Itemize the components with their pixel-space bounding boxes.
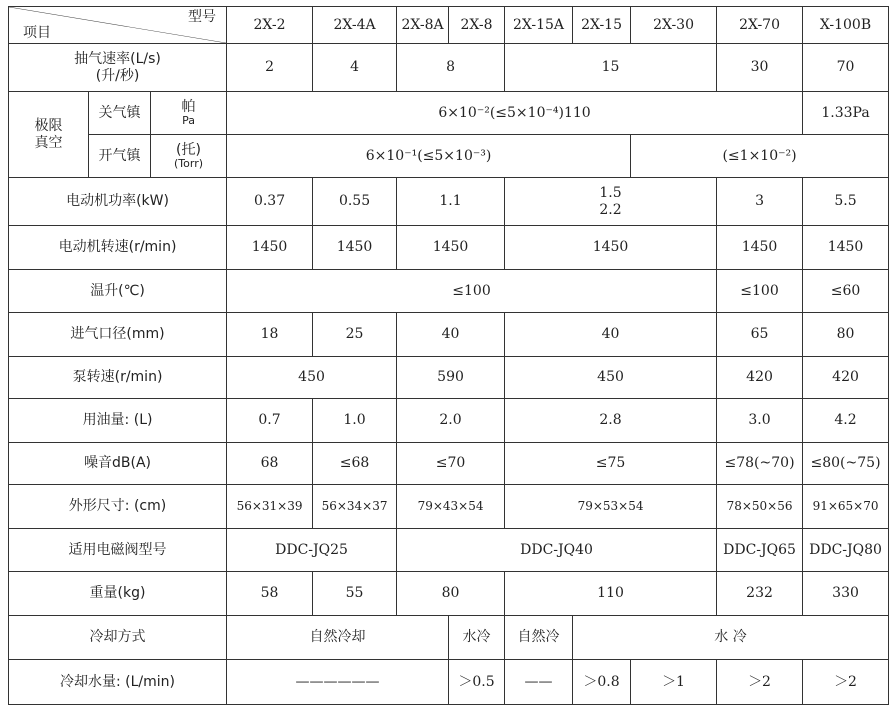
- inlet-value: 40: [505, 313, 717, 357]
- inlet-value: 40: [397, 313, 505, 357]
- temp-row: [9, 270, 889, 313]
- noise-value: 68: [227, 443, 313, 485]
- speed-row: [9, 44, 889, 92]
- motor-rpm-value: 1450: [803, 226, 889, 270]
- water-value: ＞1: [631, 660, 717, 705]
- size-value: 91×65×70: [803, 485, 889, 529]
- spec-table-sheet: [8, 6, 888, 692]
- valve-label: 适用电磁阀型号: [9, 529, 227, 572]
- valve-value: DDC-JQ80: [803, 529, 889, 572]
- water-value: ＞2: [717, 660, 803, 705]
- model-header: 2X-4A: [313, 7, 397, 44]
- model-header: 2X-15A: [505, 7, 573, 44]
- inlet-value: 25: [313, 313, 397, 357]
- inlet-label: 进气口径(mm): [9, 313, 227, 357]
- noise-value: ≤78(~70): [717, 443, 803, 485]
- oil-value: 4.2: [803, 399, 889, 443]
- water-value: ——————: [227, 660, 449, 705]
- ultimate-open-row: [9, 135, 889, 178]
- ultimate-closed-value: 6×10⁻²(≤5×10⁻⁴)110: [227, 92, 803, 135]
- weight-row: [9, 572, 889, 616]
- power-value: 1.5 2.2: [505, 178, 717, 226]
- speed-value: 70: [803, 44, 889, 92]
- inlet-row: [9, 313, 889, 357]
- speed-value: 4: [313, 44, 397, 92]
- pump-rpm-row: [9, 357, 889, 399]
- power-value: 1.1: [397, 178, 505, 226]
- size-value: 56×31×39: [227, 485, 313, 529]
- pump-rpm-value: 590: [397, 357, 505, 399]
- pump-rpm-label: 泵转速(r/min): [9, 357, 227, 399]
- oil-value: 0.7: [227, 399, 313, 443]
- power-value: 5.5: [803, 178, 889, 226]
- model-header: 2X-2: [227, 7, 313, 44]
- pump-spec-table: [8, 6, 889, 705]
- motor-rpm-value: 1450: [313, 226, 397, 270]
- oil-row: [9, 399, 889, 443]
- speed-value: 8: [397, 44, 505, 92]
- water-row: [9, 660, 889, 705]
- valve-value: DDC-JQ40: [397, 529, 717, 572]
- oil-value: 3.0: [717, 399, 803, 443]
- pump-rpm-value: 420: [803, 357, 889, 399]
- pump-rpm-value: 420: [717, 357, 803, 399]
- speed-label: 抽气速率(L/s) (升/秒): [9, 44, 227, 92]
- size-value: 79×43×54: [397, 485, 505, 529]
- size-row: [9, 485, 889, 529]
- valve-value: DDC-JQ65: [717, 529, 803, 572]
- cooling-value: 水冷: [449, 616, 505, 660]
- inlet-value: 18: [227, 313, 313, 357]
- item-corner-label: 项目: [23, 24, 51, 41]
- temp-value: ≤100: [717, 270, 803, 313]
- motor-rpm-value: 1450: [505, 226, 717, 270]
- ultimate-closed-value-last: 1.33Pa: [803, 92, 889, 135]
- power-value: 0.37: [227, 178, 313, 226]
- speed-value: 30: [717, 44, 803, 92]
- motor-rpm-row: [9, 226, 889, 270]
- model-corner-label: 型号: [188, 9, 217, 25]
- model-header: 2X-15: [573, 7, 631, 44]
- weight-value: 330: [803, 572, 889, 616]
- inlet-value: 65: [717, 313, 803, 357]
- header-corner-cell: [9, 7, 227, 44]
- cooling-label: 冷却方式: [9, 616, 227, 660]
- power-label: 电动机功率(kW): [9, 178, 227, 226]
- weight-value: 110: [505, 572, 717, 616]
- weight-value: 80: [397, 572, 505, 616]
- noise-value: ≤80(~75): [803, 443, 889, 485]
- temp-value: ≤60: [803, 270, 889, 313]
- model-header: 2X-8A: [397, 7, 449, 44]
- pump-rpm-value: 450: [227, 357, 397, 399]
- size-value: 56×34×37: [313, 485, 397, 529]
- water-value: ＞0.5: [449, 660, 505, 705]
- cooling-value: 自然冷: [505, 616, 573, 660]
- oil-value: 1.0: [313, 399, 397, 443]
- temp-value: ≤100: [227, 270, 717, 313]
- temp-label: 温升(℃): [9, 270, 227, 313]
- oil-value: 2.0: [397, 399, 505, 443]
- valve-row: [9, 529, 889, 572]
- weight-value: 232: [717, 572, 803, 616]
- pascal-unit-label: 帕 Pa: [151, 92, 227, 135]
- ultimate-vacuum-label: 极限 真空: [9, 92, 89, 178]
- inlet-value: 80: [803, 313, 889, 357]
- cooling-value: 水 冷: [573, 616, 889, 660]
- gas-ballast-closed-label: 关气镇: [89, 92, 151, 135]
- weight-label: 重量(kg): [9, 572, 227, 616]
- motor-rpm-value: 1450: [227, 226, 313, 270]
- size-label: 外形尺寸: (cm): [9, 485, 227, 529]
- gas-ballast-open-label: 开气镇: [89, 135, 151, 178]
- noise-value: ≤68: [313, 443, 397, 485]
- motor-rpm-value: 1450: [717, 226, 803, 270]
- power-value: 0.55: [313, 178, 397, 226]
- weight-value: 58: [227, 572, 313, 616]
- cooling-row: [9, 616, 889, 660]
- ultimate-closed-row: [9, 92, 889, 135]
- model-header: 2X-8: [449, 7, 505, 44]
- water-label: 冷却水量: (L/min): [9, 660, 227, 705]
- pump-rpm-value: 450: [505, 357, 717, 399]
- oil-value: 2.8: [505, 399, 717, 443]
- speed-value: 2: [227, 44, 313, 92]
- header-row: [9, 7, 889, 44]
- model-header: X-100B: [803, 7, 889, 44]
- motor-rpm-value: 1450: [397, 226, 505, 270]
- oil-label: 用油量: (L): [9, 399, 227, 443]
- ultimate-open-value-right: (≤1×10⁻²): [631, 135, 889, 178]
- noise-row: [9, 443, 889, 485]
- valve-value: DDC-JQ25: [227, 529, 397, 572]
- model-header: 2X-70: [717, 7, 803, 44]
- size-value: 78×50×56: [717, 485, 803, 529]
- motor-rpm-label: 电动机转速(r/min): [9, 226, 227, 270]
- torr-unit-label: (托) (Torr): [151, 135, 227, 178]
- noise-value: ≤75: [505, 443, 717, 485]
- model-header: 2X-30: [631, 7, 717, 44]
- size-value: 79×53×54: [505, 485, 717, 529]
- cooling-value: 自然冷却: [227, 616, 449, 660]
- speed-value: 15: [505, 44, 717, 92]
- ultimate-open-value: 6×10⁻¹(≤5×10⁻³): [227, 135, 631, 178]
- noise-value: ≤70: [397, 443, 505, 485]
- power-value: 3: [717, 178, 803, 226]
- weight-value: 55: [313, 572, 397, 616]
- water-value: ＞0.8: [573, 660, 631, 705]
- power-row: [9, 178, 889, 226]
- noise-label: 噪音dB(A): [9, 443, 227, 485]
- water-value: ＞2: [803, 660, 889, 705]
- water-value: ——: [505, 660, 573, 705]
